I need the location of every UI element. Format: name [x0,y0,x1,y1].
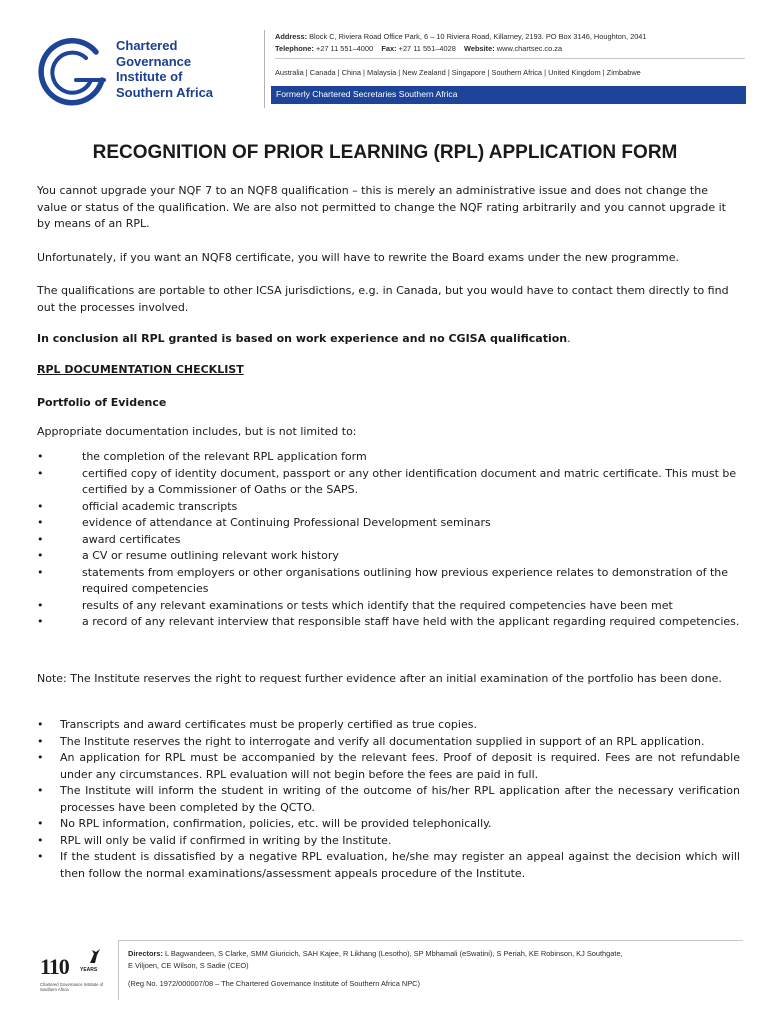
directors-names-1: L Bagwandeen, S Clarke, SMM Giuricich, SAH Kajee, R Likhang (Lesotho), SP Mbhamali (eSwatini), S Periah, KE Robinson, KJ Southgate, [164,949,623,958]
directors-label: Directors: [128,949,163,958]
logo-wordmark [116,38,246,100]
former-name-banner [271,86,746,104]
address-line [275,31,745,43]
directors-block [128,948,746,972]
note-paragraph: Note: The Institute reserves the right to request further evidence after an initial examination of the portfolio has been done. [37,672,722,685]
list-item: • RPL will only be valid if confirmed in writing by the Institute. [0,833,740,850]
directors-line-1 [128,948,746,960]
conclusion-paragraph [37,331,737,348]
logo-line-4: Southern Africa [116,84,214,100]
list-item: • evidence of attendance at Continuing Professional Development seminars [0,515,740,532]
website-link[interactable]: www.chartsec.co.za [496,44,563,53]
portfolio-subheading: Portfolio of Evidence [37,396,167,409]
logo-line-1: Chartered [116,38,178,53]
list-item: • a record of any relevant interview that responsible staff have held with the applicant regarding required competencies. [0,614,740,631]
contact-block [275,31,745,55]
anniversary-years: YEARS [80,967,98,973]
logo-line-3: Institute of [116,69,183,84]
list-item: • award certificates [0,532,740,549]
cgisa-logo [36,36,236,110]
list-item: • If the student is dissatisfied by a negative RPL evaluation, he/she may register an appeal against the decision which will then follow the normal examinations/assessment appeals procedure of the Institute. [0,849,740,882]
list-item: • statements from employers or other organisations outlining how previous experience relates to demonstration of the required competencies [0,565,740,598]
intro-paragraph-3: The qualifications are portable to other ICSA jurisdictions, e.g. in Canada, but you would have to contact them directly to find out the processes involved. [37,284,729,314]
list-item: • official academic transcripts [0,499,740,516]
intro-paragraph-1: You cannot upgrade your NQF 7 to an NQF8 qualification – this is merely an administrative issue and does not change the value or status of the qualification. We are also not permitted to change the NQF rating arbitrarily and you cannot upgrade it by means of an RPL. [37,184,726,230]
checklist-heading: RPL DOCUMENTATION CHECKLIST [37,363,244,376]
logo-line-2: Governance [116,53,192,69]
bird-icon [88,948,102,964]
contact-line [275,43,745,55]
cgisa-logo-mark-icon [36,36,110,110]
former-name-text: Formerly Chartered Secretaries Southern Africa [276,89,458,99]
list-item: • The Institute will inform the student in writing of the outcome of his/her RPL application after the necessary verification processes have been completed by the QCTO. [0,783,740,816]
conclusion-bold-text: In conclusion all RPL granted is based on work experience and no CGISA qualification [37,332,568,345]
anniversary-number: 110 [40,954,69,979]
footer-vertical-divider [118,940,119,1000]
anniversary-subtitle: Chartered Governance Institute of Southern Africa [40,982,104,993]
fax-label: Fax: [381,44,397,53]
telephone-label: Telephone: [275,44,314,53]
list-item: • the completion of the relevant RPL application form [0,449,740,466]
page-title: RECOGNITION OF PRIOR LEARNING (RPL) APPLICATION FORM [92,142,678,163]
fax-value: +27 11 551–4028 [398,44,456,53]
header-horizontal-divider [275,58,745,59]
list-item: • No RPL information, confirmation, policies, etc. will be provided telephonically. [0,816,740,833]
header-vertical-divider [264,30,265,108]
address-value: Block C, Riviera Road Office Park, 6 – 10 Riviera Road, Killarney, 2193. PO Box 3146, Houghton, 2041 [309,32,647,41]
countries-list: Australia | Canada | China | Malaysia | New Zealand | Singapore | Southern Africa | United Kingdom | Zimbabwe [275,68,641,77]
list-item: • certified copy of identity document, passport or any other identification document and matric certificate. This must be certified by a Commissioner of Oaths or the SAPS. [0,466,740,499]
documentation-list [0,449,740,631]
list-item: • results of any relevant examinations or tests which identify that the required competencies have been met [0,598,740,615]
registration-text: (Reg No. 1972/000007/08 – The Chartered Governance Institute of Southern Africa NPC) [128,979,420,988]
telephone-value: +27 11 551–4000 [315,44,374,53]
list-item: • An application for RPL must be accompanied by the relevant fees. Proof of deposit is required. Fees are not refundable under any circumstances. RPL evaluation will not begin before the fees are paid in full. [0,750,740,783]
website-label: Website: [464,44,495,53]
directors-line-2: E Viljoen, CE Wilson, S Sadie (CEO) [128,961,249,970]
footer-horizontal-divider [118,940,743,941]
list-item: • The Institute reserves the right to interrogate and verify all documentation supplied in support of an RPL application. [0,734,740,751]
intro-paragraph-2: Unfortunately, if you want an NQF8 certificate, you will have to rewrite the Board exams under the new programme. [37,251,680,264]
list-item: • Transcripts and award certificates must be properly certified as true copies. [0,717,740,734]
documentation-lead: Appropriate documentation includes, but is not limited to: [37,425,357,438]
anniversary-logo [36,948,116,1008]
list-item: • a CV or resume outlining relevant work history [0,548,740,565]
address-label: Address: [275,32,308,41]
rules-list [0,717,740,882]
conclusion-period: . [567,332,571,345]
